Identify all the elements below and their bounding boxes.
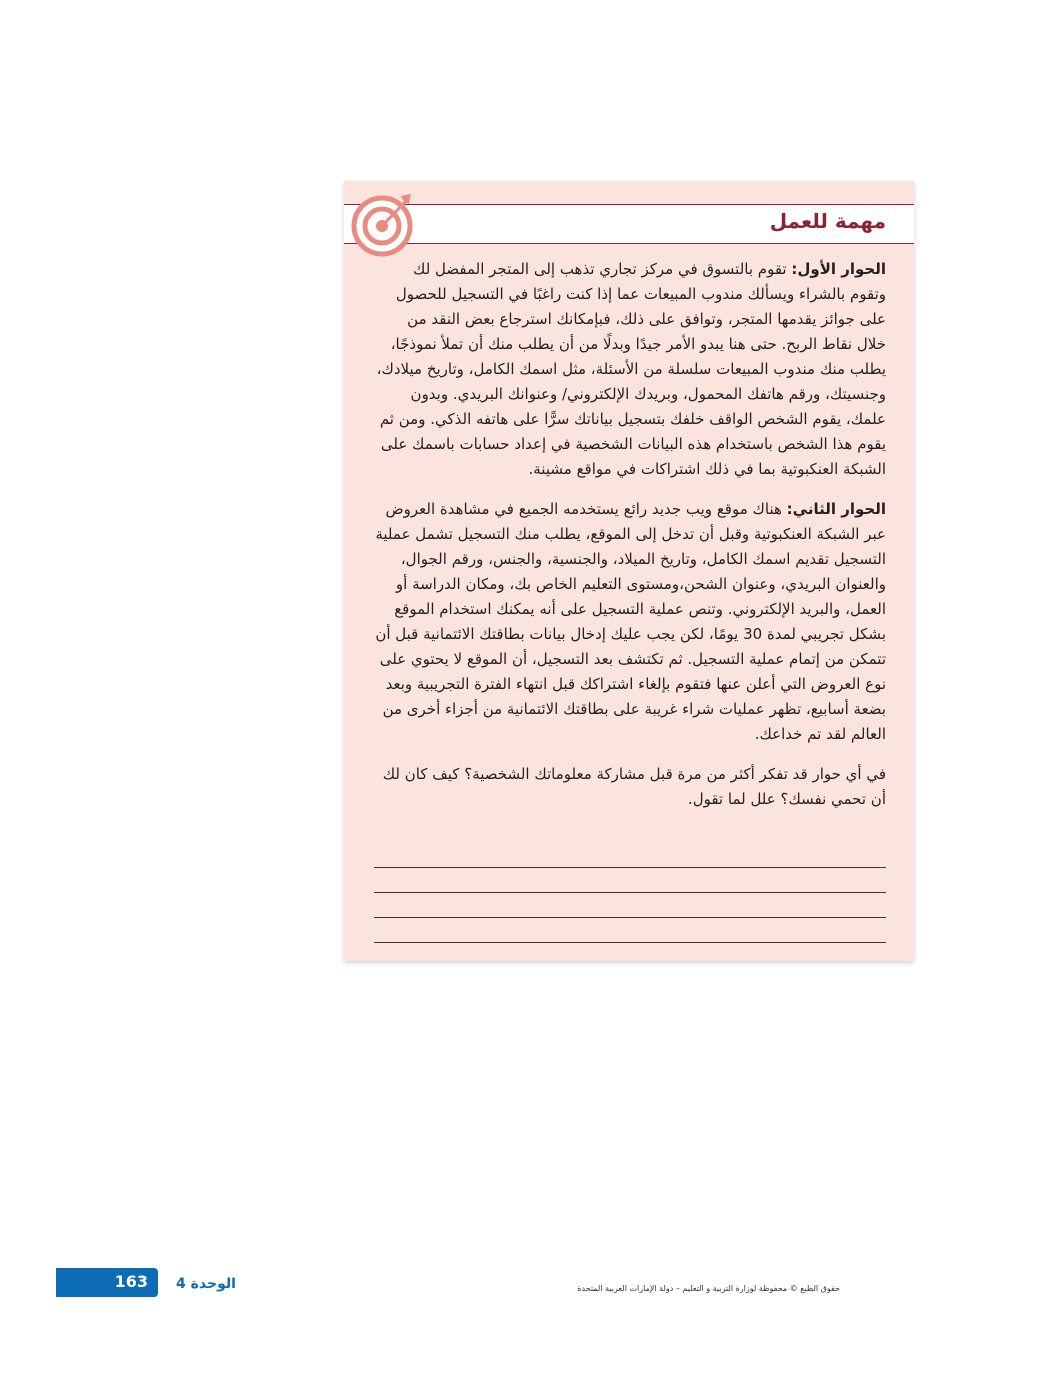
dialogue-1 <box>374 257 886 482</box>
dialogue-2 <box>374 497 886 747</box>
dialogue-1-text: تقوم بالتسوق في مركز تجاري تذهب إلى المتجر المفضل لك وتقوم بالشراء ويسألك مندوب المبيعات عما إذا كنت راغبًا في التسجيل للحصول على جوائز يقدمها المتجر، وتوافق على ذلك، فبإمكانك استرجاع بعض النقد من خلال نقاط الربح. حتى هنا يبدو الأمر جيدًا وبدلًا من أن يطلب منك أن تملأ نموذجًا، يطلب منك مندوب المبيعات سلسلة من الأسئلة، مثل اسمك الكامل، وتاريخ ميلادك، وجنسيتك، ورقم هاتفك المحمول، وبريدك الإلكتروني/ وعنوانك البريدي. وبدون علمك، يقوم الشخص الواقف خلفك بتسجيل بياناتك سرًّا على هاتفه الذكي. ومن ثم يقوم هذا الشخص باستخدام هذه البيانات الشخصية في إعداد حسابات باسمك على الشبكة العنكبوتية بما في ذلك اشتراكات في مواقع مشينة. <box>376 260 886 478</box>
dialogue-1-lead: الحوار الأول: <box>791 260 886 278</box>
activity-title: مهمة للعمل <box>769 209 886 233</box>
dialogue-2-lead: الحوار الثاني: <box>786 500 886 518</box>
activity-title-bar <box>344 204 914 244</box>
question: في أي حوار قد تفكر أكثر من مرة قبل مشاركة معلوماتك الشخصية؟ كيف كان لك أن تحمي نفسك؟ علل لما تقول. <box>382 765 886 808</box>
activity-card <box>344 181 914 961</box>
answer-line[interactable] <box>374 918 886 943</box>
answer-line[interactable] <box>374 893 886 918</box>
page-number-badge <box>56 1268 158 1297</box>
activity-body <box>374 257 886 827</box>
copyright-notice: حقوق الطبع © محفوظة لوزارة التربية و التعليم – دولة الإمارات العربية المتحدة <box>577 1284 840 1293</box>
page-number: 163 <box>114 1272 148 1291</box>
answer-line[interactable] <box>374 843 886 868</box>
answer-line[interactable] <box>374 868 886 893</box>
dialogue-2-text: هناك موقع ويب جديد رائع يستخدمه الجميع في مشاهدة العروض عبر الشبكة العنكبوتية وقبل أن تدخل إلى الموقع، يطلب منك التسجيل تشمل عملية التسجيل تقديم اسمك الكامل، وتاريخ الميلاد، والجنسية، والجنس، ورقم الجوال، والعنوان البريدي، وعنوان الشحن،ومستوى التعليم الخاص بك، ومكان الدراسة أو العمل، والبريد الإلكتروني. وتنص عملية التسجيل على أنه يمكنك استخدام الموقع بشكل تجريبي لمدة 30 يومًا، لكن يجب عليك إدخال بيانات بطاقتك الائتمانية قبل أن تتمكن من إتمام عملية التسجيل. ثم تكتشف بعد التسجيل، أن الموقع لا يحتوي على نوع العروض التي أعلن عنها فتقوم بإلغاء اشتراكك قبل انتهاء الفترة التجريبية وبعد بضعة أسابيع، تظهر عمليات شراء غريبة على بطاقتك الائتمانية من أجزاء أخرى من العالم لقد تم خداعك. <box>375 500 886 743</box>
unit-label: الوحدة 4 <box>176 1276 236 1292</box>
target-icon <box>351 191 417 257</box>
answer-lines <box>374 843 886 943</box>
